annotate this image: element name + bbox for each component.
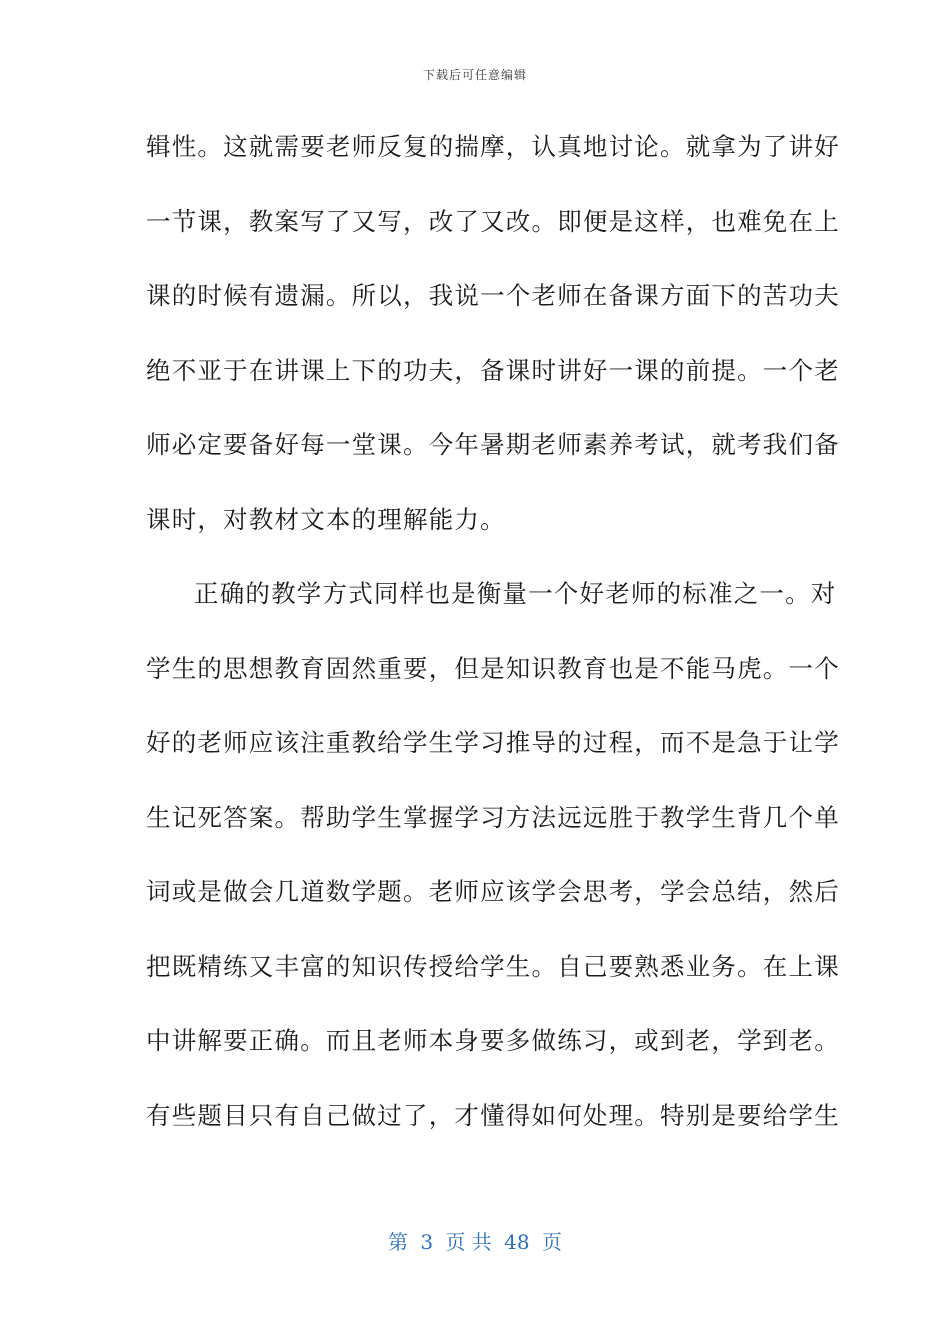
body-text <box>146 127 840 1170</box>
text-line: 词或是做会几道数学题。老师应该学会思考，学会总结，然后 <box>146 877 840 906</box>
page-label-suffix: 页 <box>541 1230 562 1254</box>
page-number: 3 <box>420 1230 434 1254</box>
text-line: 师必定要备好每一堂课。今年暑期老师素养考试，就考我们备 <box>146 430 840 459</box>
text-line: 课的时候有遗漏。所以，我说一个老师在备课方面下的苦功夫 <box>146 281 840 310</box>
text-line: 学生的思想教育固然重要，但是知识教育也是不能马虎。一个 <box>146 653 840 683</box>
text-line: 把既精练又丰富的知识传授给学生。自己要熟悉业务。在上课 <box>146 951 840 981</box>
total-pages: 48 <box>504 1230 530 1254</box>
text-line: 一节课，教案写了又写，改了又改。即便是这样，也难免在上 <box>146 206 840 236</box>
text-line: 好的老师应该注重教给学生学习推导的过程，而不是急于让学 <box>146 728 840 757</box>
header-note: 下载后可任意编辑 <box>422 68 527 82</box>
paragraph-start-line: 正确的教学方式同样也是衡量一个好老师的标准之一。对 <box>194 579 837 608</box>
text-line: 课时，对教材文本的理解能力。 <box>146 504 506 534</box>
text-line: 生记死答案。帮助学生掌握学习方法远远胜于教学生背几个单 <box>146 802 840 832</box>
text-line: 绝不亚于在讲课上下的功夫，备课时讲好一课的前提。一个老 <box>146 355 840 385</box>
text-line: 辑性。这就需要老师反复的揣摩，认真地讨论。就拿为了讲好 <box>146 132 840 161</box>
page-footer <box>0 1226 950 1255</box>
page-label-mid: 页 共 <box>445 1230 492 1254</box>
text-line: 有些题目只有自己做过了，才懂得如何处理。特别是要给学生 <box>146 1100 840 1130</box>
text-line: 中讲解要正确。而且老师本身要多做练习，或到老，学到老。 <box>146 1026 840 1055</box>
page-label-prefix: 第 <box>388 1230 408 1254</box>
